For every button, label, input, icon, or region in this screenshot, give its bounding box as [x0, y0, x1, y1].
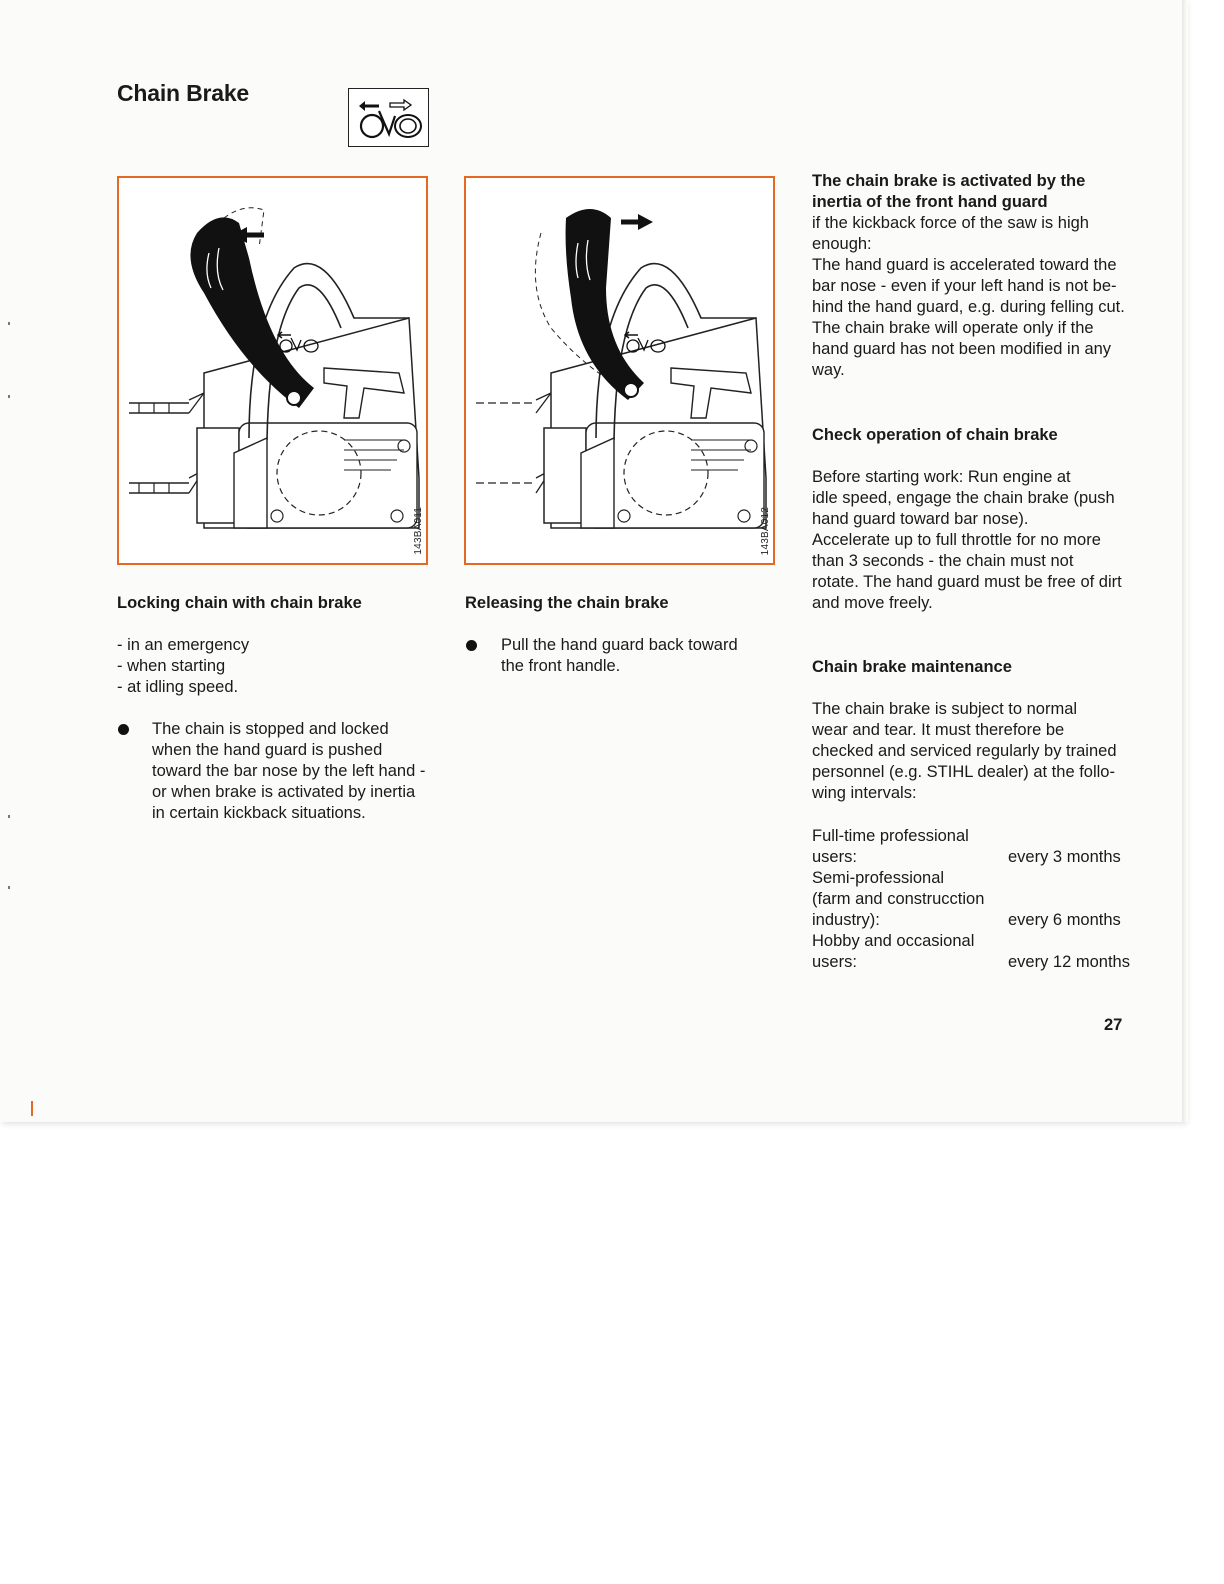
chainsaw-hand-guard-released-icon: [466, 178, 772, 562]
text-line: (farm and construcction: [812, 890, 985, 908]
text-line: wear and tear. It must therefore be: [812, 721, 1065, 739]
heading-line: inertia of the front hand guard: [812, 193, 1048, 211]
paragraph-maintenance: [812, 699, 1117, 804]
bullet-icon: [118, 724, 129, 735]
chainsaw-hand-guard-engaged-icon: [119, 178, 425, 562]
text-line: checked and serviced regularly by trained: [812, 742, 1117, 760]
bullet-text-releasing: [501, 635, 738, 677]
text-line: Before starting work: Run engine at: [812, 468, 1071, 486]
chain-brake-symbol-icon: [348, 88, 429, 147]
paragraph-inertia: [812, 213, 1125, 381]
list-item: - when starting: [117, 657, 226, 675]
scan-speck: [8, 395, 10, 398]
interval-label: [812, 868, 984, 931]
text-line: wing intervals:: [812, 784, 917, 802]
figure-code: 143BA012: [760, 506, 771, 555]
text-line: or when brake is activated by inertia: [152, 783, 416, 801]
bullet-text-locking: [152, 719, 425, 824]
text-line: hand guard has not been modified in any: [812, 340, 1112, 358]
text-line: enough:: [812, 235, 872, 253]
text-line: The chain brake is subject to normal: [812, 700, 1078, 718]
text-line: hind the hand guard, e.g. during felling cut.: [812, 298, 1125, 316]
page-number: 27: [1104, 1016, 1123, 1034]
text-line: Pull the hand guard back toward: [501, 636, 738, 654]
figure-chain-brake-engaged: [117, 176, 428, 565]
text-line: when the hand guard is pushed: [152, 741, 383, 759]
section-heading-inertia: [812, 171, 1085, 213]
page-title: Chain Brake: [117, 80, 250, 106]
text-line: and move freely.: [812, 594, 933, 612]
margin-mark: [31, 1101, 33, 1116]
figure-code: 143BA011: [413, 507, 424, 555]
text-line: way.: [812, 361, 845, 379]
text-line: bar nose - even if your left hand is not be-: [812, 277, 1117, 295]
text-line: rotate. The hand guard must be free of dirt: [812, 573, 1122, 591]
text-line: Semi-professional: [812, 869, 945, 887]
scan-speck: [8, 815, 10, 818]
interval-value: every 12 months: [1008, 953, 1130, 971]
text-line: in certain kickback situations.: [152, 804, 366, 822]
text-line: than 3 seconds - the chain must not: [812, 552, 1074, 570]
text-line: users:: [812, 953, 857, 971]
text-line: Hobby and occasional: [812, 932, 975, 950]
text-line: toward the bar nose by the left hand -: [152, 762, 426, 780]
section-heading-maintenance: Chain brake maintenance: [812, 658, 1012, 676]
text-line: idle speed, engage the chain brake (push: [812, 489, 1115, 507]
list-item: - at idling speed.: [117, 678, 239, 696]
text-line: Accelerate up to full throttle for no more: [812, 531, 1101, 549]
text-line: the front handle.: [501, 657, 621, 675]
text-line: industry):: [812, 911, 880, 929]
scan-speck: [8, 322, 10, 325]
section-heading-releasing: Releasing the chain brake: [465, 594, 669, 612]
page-edge: [1182, 0, 1188, 1122]
text-line: The chain brake will operate only if the: [812, 319, 1094, 337]
interval-label: [812, 931, 974, 973]
figure-chain-brake-released: [464, 176, 775, 565]
text-line: personnel (e.g. STIHL dealer) at the follo-: [812, 763, 1115, 781]
heading-line: The chain brake is activated by the: [812, 172, 1086, 190]
scan-speck: [8, 886, 10, 889]
text-line: users:: [812, 848, 857, 866]
dash-list: [117, 635, 249, 698]
text-line: The hand guard is accelerated toward the: [812, 256, 1117, 274]
interval-value: every 6 months: [1008, 911, 1121, 929]
interval-label: [812, 826, 969, 868]
text-line: Full-time professional: [812, 827, 969, 845]
paragraph-check: [812, 467, 1122, 614]
bullet-icon: [466, 640, 477, 651]
section-heading-check: Check operation of chain brake: [812, 426, 1058, 444]
text-line: hand guard toward bar nose).: [812, 510, 1029, 528]
interval-value: every 3 months: [1008, 848, 1121, 866]
text-line: The chain is stopped and locked: [152, 720, 389, 738]
text-line: if the kickback force of the saw is high: [812, 214, 1089, 232]
section-heading-locking: Locking chain with chain brake: [117, 594, 362, 612]
list-item: - in an emergency: [117, 636, 250, 654]
